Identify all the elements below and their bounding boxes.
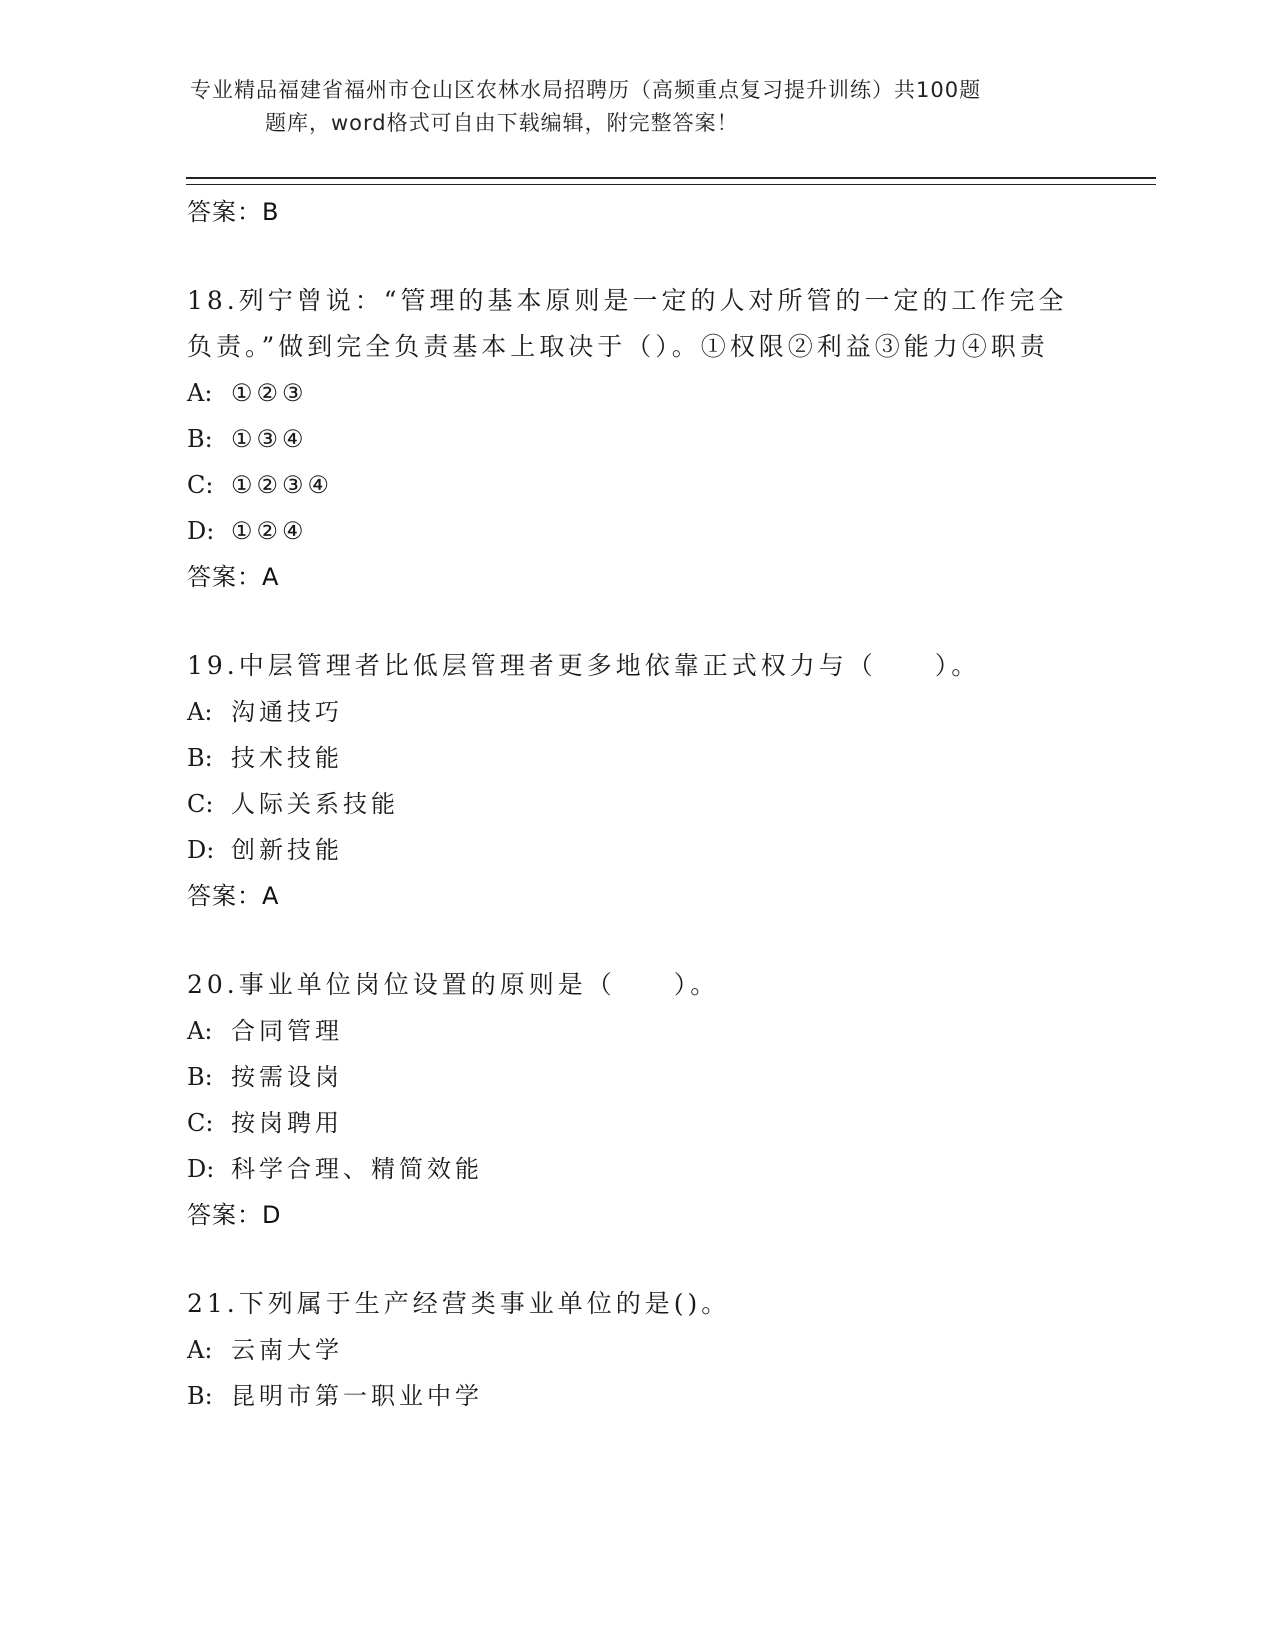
option-text: 合同管理 <box>231 1017 343 1045</box>
option-key: A: <box>187 1017 213 1045</box>
answer-line: 答案：B <box>187 198 280 226</box>
option-key: D: <box>187 836 215 864</box>
option-key: D: <box>187 517 215 545</box>
answer-line: 答案：D <box>187 1201 282 1229</box>
question-block <box>187 1281 1087 1419</box>
question-stem: 19.中层管理者比低层管理者更多地依靠正式权力与（ ）。 <box>187 651 981 680</box>
option-key: A: <box>187 1336 213 1364</box>
option-b <box>187 416 1087 462</box>
option-key: C: <box>187 471 214 499</box>
option-key: C: <box>187 1109 214 1137</box>
option-text: 创新技能 <box>231 836 343 864</box>
answer-line: 答案：A <box>187 882 280 910</box>
option-key: B: <box>187 1063 213 1091</box>
option-key: B: <box>187 425 213 453</box>
question-stem: 18.列宁曾说：“管理的基本原则是一定的人对所管的一定的工作完全负责。”做到完全负责基本上取决于（）。①权限②利益③能力④职责 <box>187 286 1068 361</box>
option-text: ①③④ <box>231 425 308 453</box>
option-text: ①②③ <box>231 379 308 407</box>
option-key: B: <box>187 1382 213 1410</box>
option-text: 按需设岗 <box>231 1063 343 1091</box>
option-text: 云南大学 <box>231 1336 343 1364</box>
option-c <box>187 462 1087 508</box>
option-text: ①②③④ <box>231 471 334 499</box>
header-title-line1: 专业精品福建省福州市仓山区农林水局招聘历（高频重点复习提升训练）共100题 <box>190 78 982 102</box>
question-block <box>187 962 1087 1238</box>
option-text: 昆明市第一职业中学 <box>231 1382 483 1410</box>
option-d <box>187 827 1087 873</box>
option-text: 人际关系技能 <box>231 790 399 818</box>
header-divider <box>186 177 1156 185</box>
answer-line: 答案：A <box>187 563 280 591</box>
option-a <box>187 689 1087 735</box>
option-b <box>187 1373 1087 1419</box>
page-header <box>190 74 1090 140</box>
question-stem: 21.下列属于生产经营类事业单位的是()。 <box>187 1289 731 1318</box>
option-text: ①②④ <box>231 517 308 545</box>
option-a <box>187 370 1087 416</box>
header-title-line2: 题库，word格式可自由下载编辑，附完整答案！ <box>265 111 739 135</box>
option-b <box>187 735 1087 781</box>
option-b <box>187 1054 1087 1100</box>
option-d <box>187 508 1087 554</box>
question-block <box>187 643 1087 919</box>
question-block <box>187 278 1087 600</box>
option-text: 按岗聘用 <box>231 1109 343 1137</box>
option-text: 技术技能 <box>231 744 343 772</box>
option-a <box>187 1327 1087 1373</box>
option-text: 沟通技巧 <box>231 698 343 726</box>
question-stem: 20.事业单位岗位设置的原则是（ ）。 <box>187 970 720 999</box>
option-key: A: <box>187 698 213 726</box>
option-c <box>187 781 1087 827</box>
option-key: C: <box>187 790 214 818</box>
option-a <box>187 1008 1087 1054</box>
option-key: D: <box>187 1155 215 1183</box>
option-text: 科学合理、精简效能 <box>231 1155 483 1183</box>
option-d <box>187 1146 1087 1192</box>
option-key: A: <box>187 379 213 407</box>
option-key: B: <box>187 744 213 772</box>
option-c <box>187 1100 1087 1146</box>
document-body <box>187 189 1087 1419</box>
